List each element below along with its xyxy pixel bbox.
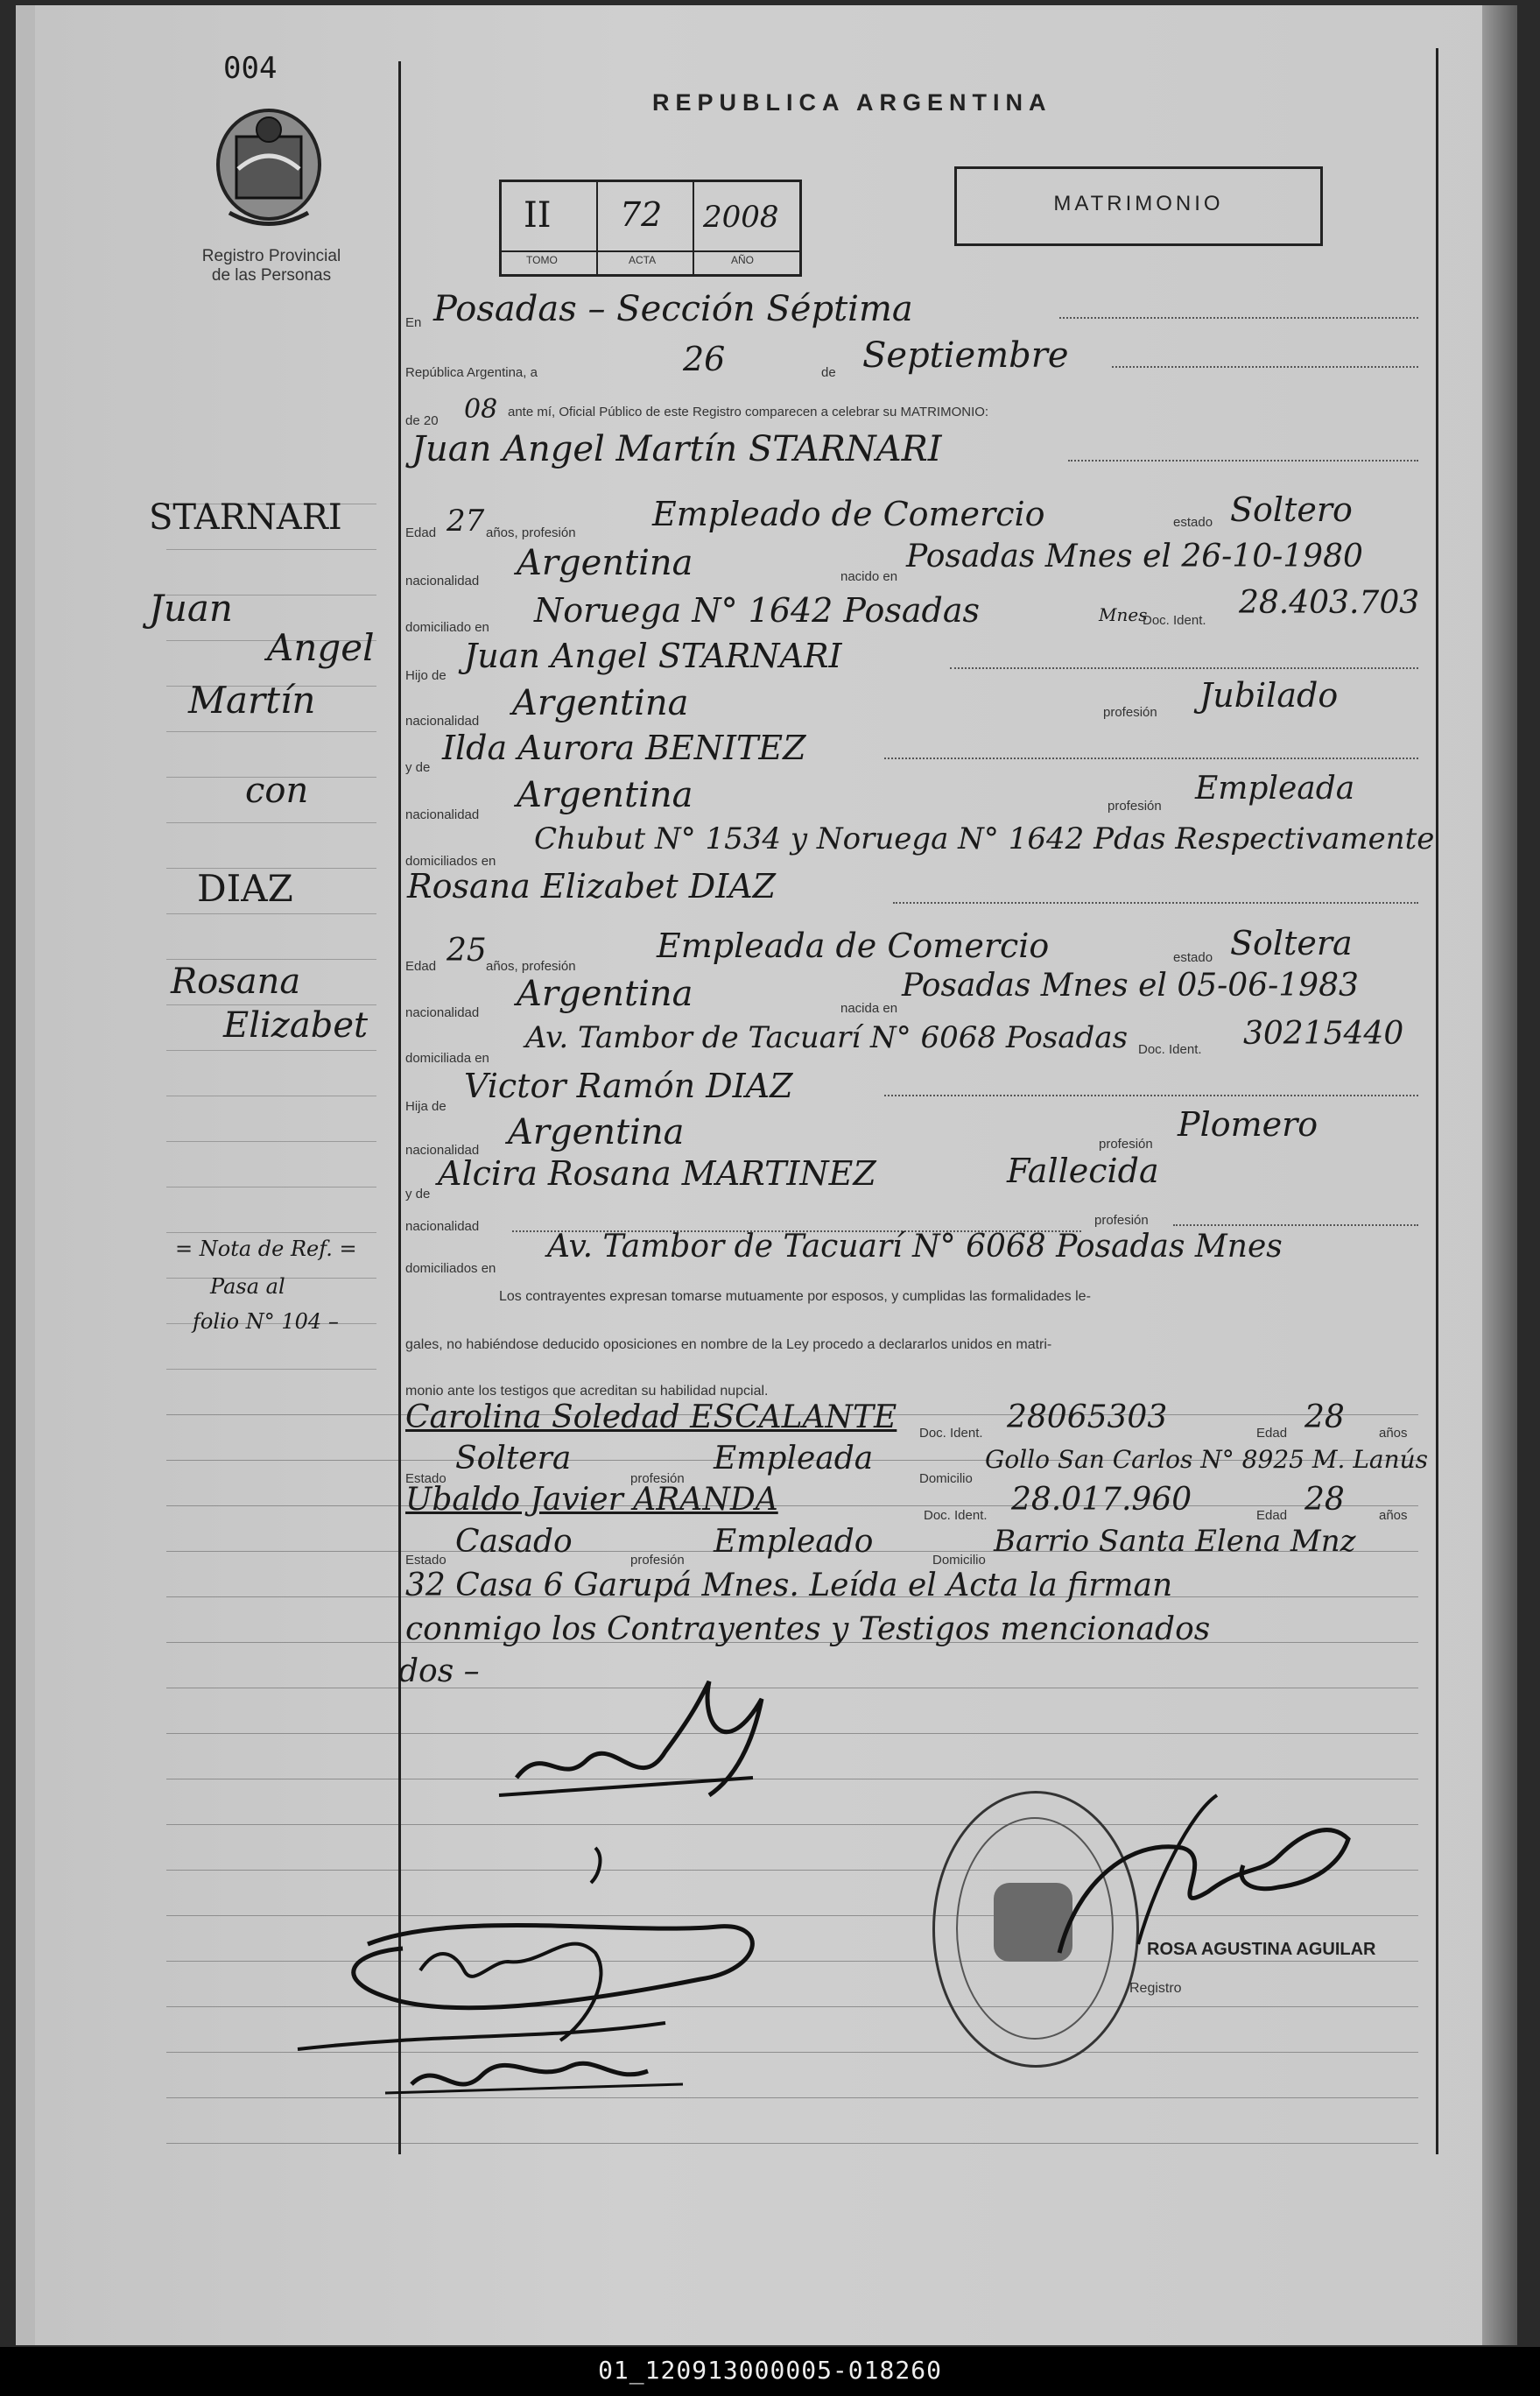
officer-name: ROSA AGUSTINA AGUILAR <box>1147 1940 1376 1959</box>
month: Septiembre <box>862 335 1069 376</box>
bride-father: Victor Ramón DIAZ <box>464 1067 793 1105</box>
witness2-age: 28 <box>1304 1482 1345 1518</box>
witness1-name: Carolina Soledad ESCALANTE <box>405 1399 897 1435</box>
bride-profession: Empleada de Comercio <box>657 927 1050 965</box>
bride-age: 25 <box>447 933 487 969</box>
margin-note-2: Pasa al <box>210 1274 285 1299</box>
margin-note-3: folio N° 104 – <box>193 1309 339 1334</box>
witness2-address: Barrio Santa Elena Mnz <box>994 1524 1356 1559</box>
bride-birth: Posadas Mnes el 05-06-1983 <box>902 968 1359 1004</box>
margin-con: con <box>245 771 309 811</box>
witness1-age: 28 <box>1304 1399 1345 1435</box>
groom-birth: Posadas Mnes el 26-10-1980 <box>906 539 1363 574</box>
bride-nationality: Argentina <box>517 974 693 1014</box>
signature-witnesses <box>280 1822 893 2137</box>
closing-text-2: dos – <box>398 1653 480 1689</box>
witness2-name: Ubaldo Javier ARANDA <box>405 1482 778 1518</box>
witness1-address: Gollo San Carlos N° 8925 M. Lanús <box>985 1445 1429 1474</box>
witness2-doc: 28.017.960 <box>1011 1482 1192 1518</box>
record-number-box <box>499 180 802 277</box>
registry-seal-icon <box>212 103 326 235</box>
groom-civil-status: Soltero <box>1230 490 1353 529</box>
groom-full-name: Juan Angel Martín STARNARI <box>411 429 942 469</box>
groom-father: Juan Angel STARNARI <box>464 637 842 675</box>
bride-full-name: Rosana Elizabet DIAZ <box>407 867 777 906</box>
preamble: ante mí, Oficial Público de este Registro comparecen a celebrar su MATRIMONIO: <box>508 405 989 419</box>
registry-name: Registro Provincial de las Personas <box>201 247 341 285</box>
margin-surname-2: DIAZ <box>197 867 293 910</box>
tomo-label: TOMO <box>526 254 558 266</box>
groom-address: Noruega N° 1642 Posadas <box>534 591 980 630</box>
groom-parents-address: Chubut N° 1534 y Noruega N° 1642 Pdas Respectivamente <box>534 821 1435 856</box>
groom-doc: 28.403.703 <box>1239 585 1420 621</box>
anio-label: AÑO <box>731 254 755 266</box>
bride-civil-status: Soltera <box>1230 924 1353 962</box>
witness2-profession: Empleado <box>714 1524 874 1560</box>
bride-father-profession: Plomero <box>1178 1105 1318 1144</box>
witness1-profession: Empleada <box>714 1441 874 1476</box>
groom-mother: Ilda Aurora BENITEZ <box>442 729 806 767</box>
bride-address: Av. Tambor de Tacuarí N° 6068 Posadas <box>525 1020 1129 1055</box>
tomo-value: II <box>524 195 552 236</box>
legal-text-2: gales, no habiéndose deducido oposiciones en nombre de la Ley procedo a declararlos unidos en matri- <box>405 1337 1052 1352</box>
groom-father-profession: Jubilado <box>1199 676 1339 715</box>
legal-text-3: monio ante los testigos que acreditan su habilidad nupcial. <box>405 1384 769 1399</box>
groom-father-nationality: Argentina <box>512 683 689 723</box>
bride-mother: Alcira Rosana MARTINEZ <box>438 1154 876 1193</box>
closing-text-1: conmigo los Contrayentes y Testigos mencionados <box>405 1611 1211 1647</box>
legal-text-1: Los contrayentes expresan tomarse mutuamente por esposos, y cumplidas las formalidades le- <box>499 1289 1091 1304</box>
bride-parents-address: Av. Tambor de Tacuarí N° 6068 Posadas Mnes <box>547 1229 1283 1265</box>
day: 26 <box>683 340 726 378</box>
witness2-address2: 32 Casa 6 Garupá Mnes. Leída el Acta la firman <box>405 1568 1173 1603</box>
witness1-doc: 28065303 <box>1007 1399 1168 1435</box>
witness1-status: Soltera <box>455 1441 572 1476</box>
bride-doc: 30215440 <box>1243 1016 1404 1052</box>
acta-label: ACTA <box>629 254 657 266</box>
year-suffix: 08 <box>464 394 498 425</box>
bride-mother-status: Fallecida <box>1007 1152 1159 1190</box>
groom-profession: Empleado de Comercio <box>652 495 1045 533</box>
groom-nationality: Argentina <box>517 543 693 583</box>
folio-number: 004 <box>223 51 278 86</box>
page-edge-shadow <box>1482 5 1517 2345</box>
officer-role: Registro <box>1129 1981 1182 1996</box>
scan-footer <box>0 2347 1540 2396</box>
acta-value: 72 <box>620 195 663 234</box>
place: Posadas – Sección Séptima <box>433 289 913 329</box>
bride-father-nationality: Argentina <box>508 1112 685 1152</box>
anio-value: 2008 <box>703 200 779 235</box>
groom-age: 27 <box>447 504 485 539</box>
document-title: REPUBLICA ARGENTINA <box>652 89 1052 116</box>
groom-mother-nationality: Argentina <box>517 775 693 815</box>
margin-surname-1: STARNARI <box>149 497 342 538</box>
signature-contrayente <box>490 1646 805 1822</box>
right-frame <box>1436 48 1438 2154</box>
scan-id: 01_120913000005-018260 <box>598 2356 942 2385</box>
margin-note-1: = Nota de Ref. = <box>175 1237 357 1261</box>
witness2-status: Casado <box>455 1524 573 1560</box>
groom-mother-profession: Empleada <box>1195 771 1355 807</box>
document-type-box: MATRIMONIO <box>954 166 1323 246</box>
